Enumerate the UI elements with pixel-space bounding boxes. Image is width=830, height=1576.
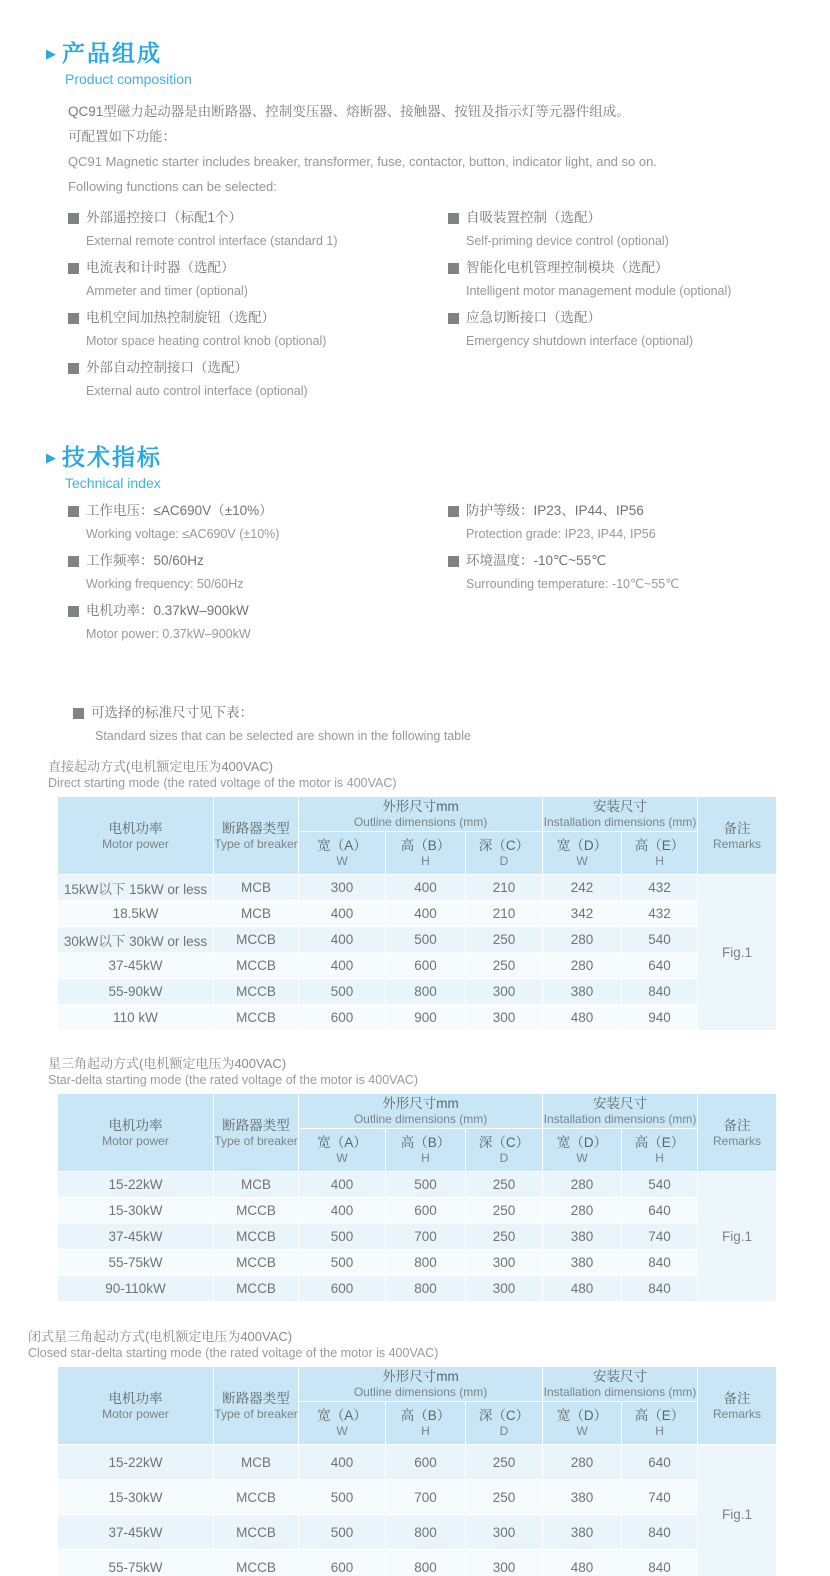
intro-line: QC91型磁力起动器是由断路器、控制变压器、熔断器、接触器、按钮及指示灯等元器件组成。 <box>68 104 630 119</box>
intro-line: 可配置如下功能： <box>68 129 176 144</box>
cell-dimension: 640 <box>622 1198 698 1224</box>
header-label-cn: 宽（A） <box>317 1408 367 1423</box>
col-subheader-h-e <box>622 1402 698 1445</box>
col-header-installation-dimensions <box>543 1367 698 1402</box>
header-label-cn: 断路器类型 <box>222 820 290 836</box>
tech-spec-left <box>68 501 448 651</box>
header-label-en: D <box>499 854 509 868</box>
triangle-marker-icon: ▶ <box>46 449 56 465</box>
cell-dimension: 800 <box>386 1550 466 1576</box>
cell-dimension: 300 <box>466 979 543 1005</box>
cell-dimension: 400 <box>299 953 386 979</box>
cell-motor-power: 55-75kW <box>58 1250 214 1276</box>
header-label-en: Motor power <box>102 836 169 851</box>
cell-motor-power: 15-30kW <box>58 1480 214 1515</box>
col-header-installation-dimensions <box>543 797 698 832</box>
cell-breaker-type: MCCB <box>214 1224 299 1250</box>
bullet-square-icon <box>448 263 459 274</box>
bullet-square-icon <box>68 506 79 517</box>
spec-en: Protection grade: IP23, IP44, IP56 <box>466 527 656 541</box>
col-header-breaker-type <box>214 1367 299 1445</box>
header-label-cn: 深（C） <box>478 1408 530 1423</box>
bullet-square-icon <box>68 263 79 274</box>
cell-dimension: 400 <box>386 875 466 901</box>
cell-dimension: 500 <box>299 979 386 1005</box>
feature-en: Motor space heating control knob (optional) <box>86 334 327 348</box>
cell-dimension: 300 <box>466 1276 543 1302</box>
cell-breaker-type: MCB <box>214 1445 299 1480</box>
cell-dimension: 540 <box>622 927 698 953</box>
col-header-outline-dimensions <box>299 797 543 832</box>
cell-dimension: 540 <box>622 1172 698 1198</box>
cell-dimension: 500 <box>299 1515 386 1550</box>
cell-dimension: 700 <box>386 1224 466 1250</box>
col-subheader-h-b <box>386 832 466 875</box>
feature-cn: 智能化电机管理控制模块（选配） <box>466 260 669 275</box>
bullet-square-icon <box>448 506 459 517</box>
section-title-en: Technical index <box>65 475 161 491</box>
cell-dimension: 300 <box>299 875 386 901</box>
bullet-square-icon <box>68 556 79 567</box>
feature-cn: 电流表和计时器（选配） <box>86 260 235 275</box>
cell-dimension: 900 <box>386 1005 466 1031</box>
header-label-cn: 外形尺寸mm <box>382 1369 459 1384</box>
header-label-cn: 宽（A） <box>317 838 367 853</box>
cell-breaker-type: MCCB <box>214 1005 299 1031</box>
cell-dimension: 500 <box>299 1250 386 1276</box>
header-label-en: Installation dimensions (mm) <box>543 1385 697 1399</box>
header-label-en: H <box>421 1424 430 1438</box>
feature-item <box>448 208 830 249</box>
header-label-en: Type of breaker <box>214 836 298 851</box>
cell-dimension: 600 <box>299 1550 386 1576</box>
cell-dimension: 300 <box>466 1005 543 1031</box>
table-row <box>58 1005 777 1031</box>
header-label-en: Installation dimensions (mm) <box>543 815 697 829</box>
feature-en: Intelligent motor management module (optional) <box>466 284 732 298</box>
feature-list-left <box>68 208 448 408</box>
cell-dimension: 600 <box>299 1005 386 1031</box>
feature-en: External auto control interface (optional) <box>86 384 308 398</box>
feature-en: Ammeter and timer (optional) <box>86 284 248 298</box>
col-header-outline-dimensions <box>299 1094 543 1129</box>
cell-dimension: 500 <box>386 927 466 953</box>
header-label-cn: 备注 <box>723 820 751 836</box>
table-caption-closed-star-delta <box>28 1328 830 1362</box>
cell-dimension: 400 <box>299 901 386 927</box>
cell-dimension: 500 <box>386 1172 466 1198</box>
header-label-cn: 高（B） <box>400 838 451 853</box>
cell-dimension: 840 <box>622 1550 698 1576</box>
cell-dimension: 300 <box>466 1515 543 1550</box>
cell-dimension: 342 <box>543 901 622 927</box>
header-label-cn: 外形尺寸mm <box>382 1096 459 1111</box>
section-title-en: Product composition <box>65 71 192 87</box>
cell-dimension: 280 <box>543 1198 622 1224</box>
table-row <box>58 979 777 1005</box>
cell-dimension: 840 <box>622 1250 698 1276</box>
table-row <box>58 1250 777 1276</box>
cell-breaker-type: MCCB <box>214 1480 299 1515</box>
cell-dimension: 740 <box>622 1224 698 1250</box>
caption-cn: 直接起动方式(电机额定电压为400VAC) <box>48 759 274 774</box>
cell-motor-power: 37-45kW <box>58 1515 214 1550</box>
feature-cn: 电机空间加热控制旋钮（选配） <box>86 310 275 325</box>
col-subheader-w-a <box>299 1402 386 1445</box>
cell-dimension: 700 <box>386 1480 466 1515</box>
feature-item <box>448 308 830 349</box>
cell-dimension: 380 <box>543 1480 622 1515</box>
col-subheader-d-c <box>466 1402 543 1445</box>
header-label-en: D <box>499 1424 509 1438</box>
spec-en: Working frequency: 50/60Hz <box>86 577 244 591</box>
cell-dimension: 480 <box>543 1005 622 1031</box>
intro-line: QC91 Magnetic starter includes breaker, transformer, fuse, contactor, button, indicator light, and so on. <box>68 154 657 169</box>
spec-cn: 防护等级：IP23、IP44、IP56 <box>466 503 644 518</box>
col-header-remarks <box>698 1367 777 1445</box>
cell-dimension: 250 <box>466 1198 543 1224</box>
cell-dimension: 400 <box>299 1172 386 1198</box>
header-label-cn: 安装尺寸 <box>593 1369 648 1384</box>
note-cn: 可选择的标准尺寸见下表： <box>91 705 253 720</box>
col-subheader-w-d <box>543 1129 622 1172</box>
bullet-square-icon <box>448 213 459 224</box>
header-label-cn: 宽（D） <box>556 838 608 853</box>
cell-dimension: 380 <box>543 979 622 1005</box>
col-header-breaker-type <box>214 797 299 875</box>
cell-dimension: 840 <box>622 1276 698 1302</box>
section-title-cn: 产品组成 <box>62 40 162 66</box>
col-subheader-h-b <box>386 1129 466 1172</box>
header-label-cn: 高（E） <box>634 1135 685 1150</box>
feature-en: External remote control interface (standard 1) <box>86 234 338 248</box>
cell-dimension: 500 <box>299 1224 386 1250</box>
bullet-square-icon <box>448 556 459 567</box>
header-label-cn: 断路器类型 <box>222 1117 290 1133</box>
cell-motor-power: 15-22kW <box>58 1445 214 1480</box>
col-subheader-w-d <box>543 832 622 875</box>
cell-breaker-type: MCCB <box>214 927 299 953</box>
table-row <box>58 953 777 979</box>
col-subheader-w-d <box>543 1402 622 1445</box>
header-label-cn: 宽（D） <box>556 1135 608 1150</box>
cell-dimension: 380 <box>543 1250 622 1276</box>
cell-motor-power: 37-45kW <box>58 1224 214 1250</box>
header-label-en: Installation dimensions (mm) <box>543 1112 697 1126</box>
spec-item <box>68 601 448 642</box>
header-label-en: W <box>336 854 348 868</box>
cell-dimension: 500 <box>299 1480 386 1515</box>
spec-item <box>68 551 448 592</box>
header-label-cn: 深（C） <box>478 838 530 853</box>
caption-en: Direct starting mode (the rated voltage of the motor is 400VAC) <box>48 776 397 790</box>
note-en: Standard sizes that can be selected are shown in the following table <box>95 729 471 743</box>
caption-cn: 闭式星三角起动方式(电机额定电压为400VAC) <box>28 1329 293 1344</box>
spec-cn: 工作电压：≤AC690V（±10%） <box>86 503 273 518</box>
header-label-en: Outline dimensions (mm) <box>353 1112 488 1126</box>
col-subheader-w-a <box>299 1129 386 1172</box>
spec-item <box>448 501 830 542</box>
header-label-cn: 深（C） <box>478 1135 530 1150</box>
spec-item <box>68 501 448 542</box>
col-subheader-d-c <box>466 1129 543 1172</box>
feature-item <box>68 308 448 349</box>
cell-dimension: 380 <box>543 1224 622 1250</box>
cell-dimension: 400 <box>299 1198 386 1224</box>
cell-breaker-type: MCB <box>214 901 299 927</box>
col-header-motor-power <box>58 1367 214 1445</box>
caption-cn: 星三角起动方式(电机额定电压为400VAC) <box>48 1056 287 1071</box>
cell-dimension: 480 <box>543 1276 622 1302</box>
feature-list <box>68 208 830 408</box>
tech-spec-right <box>448 501 830 651</box>
header-label-en: Motor power <box>102 1406 169 1421</box>
col-subheader-h-b <box>386 1402 466 1445</box>
header-label-en: Type of breaker <box>214 1133 298 1148</box>
header-label-en: H <box>655 1424 664 1438</box>
header-label-en: W <box>576 1424 588 1438</box>
section-product-composition-header <box>46 40 830 87</box>
table-caption-star-delta <box>48 1055 830 1089</box>
header-label-cn: 安装尺寸 <box>593 799 648 814</box>
header-label-en: W <box>336 1151 348 1165</box>
table-row <box>58 1445 777 1480</box>
feature-item <box>68 208 448 249</box>
col-subheader-w-a <box>299 832 386 875</box>
spec-en: Surrounding temperature: -10℃~55℃ <box>466 577 680 591</box>
header-label-en: H <box>421 854 430 868</box>
feature-cn: 应急切断接口（选配） <box>466 310 601 325</box>
header-label-cn: 断路器类型 <box>222 1390 290 1406</box>
cell-dimension: 640 <box>622 1445 698 1480</box>
header-label-en: H <box>655 1151 664 1165</box>
cell-remarks: Fig.1 <box>698 1445 777 1576</box>
cell-motor-power: 15kW以下 15kW or less <box>58 875 214 901</box>
col-header-breaker-type <box>214 1094 299 1172</box>
cell-motor-power: 110 kW <box>58 1005 214 1031</box>
header-label-en: Outline dimensions (mm) <box>353 1385 488 1399</box>
header-label-cn: 外形尺寸mm <box>382 799 459 814</box>
header-label-en: D <box>499 1151 509 1165</box>
table-row <box>58 1224 777 1250</box>
cell-motor-power: 30kW以下 30kW or less <box>58 927 214 953</box>
cell-breaker-type: MCCB <box>214 979 299 1005</box>
cell-dimension: 600 <box>299 1276 386 1302</box>
table-row <box>58 901 777 927</box>
feature-list-right <box>448 208 830 408</box>
cell-dimension: 400 <box>299 927 386 953</box>
cell-motor-power: 90-110kW <box>58 1276 214 1302</box>
cell-dimension: 280 <box>543 1445 622 1480</box>
cell-dimension: 600 <box>386 1198 466 1224</box>
triangle-marker-icon: ▶ <box>46 45 56 61</box>
col-header-motor-power <box>58 797 214 875</box>
feature-cn: 外部遥控接口（标配1个） <box>86 210 243 225</box>
col-subheader-h-e <box>622 1129 698 1172</box>
cell-dimension: 480 <box>543 1550 622 1576</box>
feature-cn: 自吸装置控制（选配） <box>466 210 601 225</box>
bullet-square-icon <box>68 213 79 224</box>
cell-motor-power: 18.5kW <box>58 901 214 927</box>
cell-motor-power: 55-90kW <box>58 979 214 1005</box>
table-row <box>58 1198 777 1224</box>
header-label-en: H <box>655 854 664 868</box>
bullet-square-icon <box>68 313 79 324</box>
section-technical-index-header <box>46 444 830 491</box>
col-header-remarks <box>698 1094 777 1172</box>
header-label-cn: 电机功率 <box>108 1390 163 1406</box>
intro-paragraph <box>68 99 830 199</box>
cell-dimension: 400 <box>386 901 466 927</box>
header-label-cn: 宽（D） <box>556 1408 608 1423</box>
feature-item <box>448 258 830 299</box>
cell-dimension: 250 <box>466 1445 543 1480</box>
standard-sizes-note <box>73 703 830 744</box>
col-header-remarks <box>698 797 777 875</box>
cell-dimension: 640 <box>622 953 698 979</box>
spec-cn: 环境温度：-10℃~55℃ <box>466 553 607 568</box>
cell-dimension: 432 <box>622 901 698 927</box>
cell-dimension: 800 <box>386 1515 466 1550</box>
cell-dimension: 300 <box>466 1250 543 1276</box>
cell-breaker-type: MCB <box>214 1172 299 1198</box>
cell-motor-power: 55-75kW <box>58 1550 214 1576</box>
cell-dimension: 380 <box>543 1515 622 1550</box>
col-header-installation-dimensions <box>543 1094 698 1129</box>
col-subheader-d-c <box>466 832 543 875</box>
cell-dimension: 242 <box>543 875 622 901</box>
table-row <box>58 1276 777 1302</box>
cell-dimension: 840 <box>622 1515 698 1550</box>
header-label-en: Outline dimensions (mm) <box>353 815 488 829</box>
header-label-cn: 电机功率 <box>108 1117 163 1133</box>
feature-en: Emergency shutdown interface (optional) <box>466 334 694 348</box>
cell-breaker-type: MCB <box>214 875 299 901</box>
cell-dimension: 300 <box>466 1550 543 1576</box>
table-row <box>58 927 777 953</box>
cell-breaker-type: MCCB <box>214 1550 299 1576</box>
caption-en: Star-delta starting mode (the rated voltage of the motor is 400VAC) <box>48 1073 419 1087</box>
header-label-cn: 备注 <box>723 1117 751 1133</box>
bullet-square-icon <box>448 313 459 324</box>
spec-cn: 电机功率：0.37kW–900kW <box>86 603 249 618</box>
cell-dimension: 250 <box>466 953 543 979</box>
header-label-en: W <box>336 1424 348 1438</box>
cell-remarks: Fig.1 <box>698 1172 777 1302</box>
col-header-motor-power <box>58 1094 214 1172</box>
cell-dimension: 740 <box>622 1480 698 1515</box>
header-label-cn: 高（B） <box>400 1408 451 1423</box>
cell-dimension: 800 <box>386 1250 466 1276</box>
cell-remarks: Fig.1 <box>698 875 777 1031</box>
header-label-cn: 安装尺寸 <box>593 1096 648 1111</box>
col-subheader-h-e <box>622 832 698 875</box>
header-label-cn: 备注 <box>723 1390 751 1406</box>
cell-dimension: 600 <box>386 953 466 979</box>
cell-motor-power: 37-45kW <box>58 953 214 979</box>
cell-dimension: 210 <box>466 875 543 901</box>
cell-dimension: 280 <box>543 953 622 979</box>
cell-dimension: 250 <box>466 1224 543 1250</box>
cell-dimension: 840 <box>622 979 698 1005</box>
table-row <box>58 1515 777 1550</box>
cell-dimension: 250 <box>466 1172 543 1198</box>
feature-item <box>68 358 448 399</box>
cell-dimension: 250 <box>466 927 543 953</box>
cell-breaker-type: MCCB <box>214 1276 299 1302</box>
section-title-cn: 技术指标 <box>62 444 162 470</box>
star-delta-starting-table <box>57 1093 777 1302</box>
header-label-en: Remarks <box>713 1133 762 1148</box>
header-label-en: W <box>576 1151 588 1165</box>
spec-item <box>448 551 830 592</box>
table-row <box>58 1550 777 1576</box>
cell-dimension: 800 <box>386 979 466 1005</box>
header-label-en: Remarks <box>713 1406 762 1421</box>
header-label-cn: 高（E） <box>634 838 685 853</box>
closed-star-delta-starting-table <box>57 1366 777 1576</box>
spec-cn: 工作频率：50/60Hz <box>86 553 204 568</box>
header-label-en: Remarks <box>713 836 762 851</box>
table-row <box>58 875 777 901</box>
feature-cn: 外部自动控制接口（选配） <box>86 360 248 375</box>
feature-en: Self-priming device control (optional) <box>466 234 669 248</box>
header-label-en: Type of breaker <box>214 1406 298 1421</box>
cell-breaker-type: MCCB <box>214 1250 299 1276</box>
cell-dimension: 940 <box>622 1005 698 1031</box>
tech-spec-list <box>68 501 830 651</box>
cell-dimension: 210 <box>466 901 543 927</box>
bullet-square-icon <box>73 708 84 719</box>
table-row <box>58 1172 777 1198</box>
table-row <box>58 1480 777 1515</box>
direct-starting-table <box>57 796 777 1031</box>
cell-dimension: 800 <box>386 1276 466 1302</box>
bullet-square-icon <box>68 363 79 374</box>
cell-breaker-type: MCCB <box>214 953 299 979</box>
header-label-cn: 宽（A） <box>317 1135 367 1150</box>
cell-dimension: 280 <box>543 927 622 953</box>
cell-motor-power: 15-22kW <box>58 1172 214 1198</box>
cell-dimension: 400 <box>299 1445 386 1480</box>
header-label-cn: 高（B） <box>400 1135 451 1150</box>
header-label-cn: 电机功率 <box>108 820 163 836</box>
table-caption-direct <box>48 758 830 792</box>
cell-dimension: 250 <box>466 1480 543 1515</box>
cell-breaker-type: MCCB <box>214 1515 299 1550</box>
intro-line: Following functions can be selected: <box>68 179 277 194</box>
col-header-outline-dimensions <box>299 1367 543 1402</box>
header-label-en: W <box>576 854 588 868</box>
header-label-cn: 高（E） <box>634 1408 685 1423</box>
bullet-square-icon <box>68 606 79 617</box>
cell-dimension: 600 <box>386 1445 466 1480</box>
cell-breaker-type: MCCB <box>214 1198 299 1224</box>
header-label-en: H <box>421 1151 430 1165</box>
cell-dimension: 280 <box>543 1172 622 1198</box>
cell-dimension: 432 <box>622 875 698 901</box>
cell-motor-power: 15-30kW <box>58 1198 214 1224</box>
header-label-en: Motor power <box>102 1133 169 1148</box>
spec-en: Working voltage: ≤AC690V (±10%) <box>86 527 280 541</box>
spec-en: Motor power: 0.37kW–900kW <box>86 627 251 641</box>
feature-item <box>68 258 448 299</box>
caption-en: Closed star-delta starting mode (the rated voltage of the motor is 400VAC) <box>28 1346 439 1360</box>
